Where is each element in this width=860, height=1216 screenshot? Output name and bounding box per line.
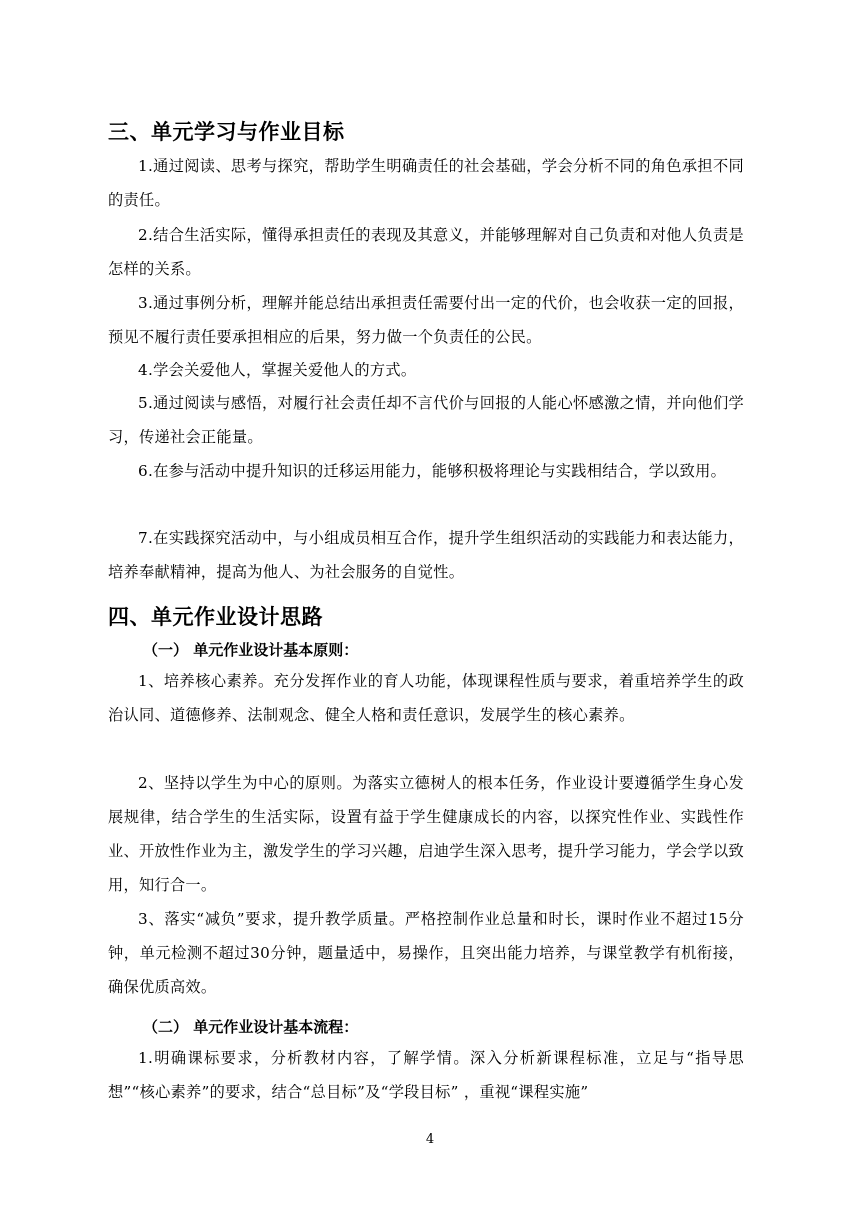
- page-number: 4: [425, 1132, 435, 1147]
- section-4-heading: 四、单元作业设计思路: [108, 605, 323, 629]
- objective-4: 4.学会关爱他人，掌握关爱他人的方式。: [138, 361, 417, 379]
- objective-6: 6.在参与活动中提升知识的迁移运用能力，能够积极将理论与实践相结合，学以致用。: [138, 462, 727, 480]
- principle-3: 3、落实“减负”要求，提升教学质量。严格控制作业总量和时长，课时作业不超过15分钟，单元检测不超过30分钟，题量适中，易操作，且突出能力培养，与课堂教学有机衔接，确保优质高效。: [108, 910, 744, 996]
- process-step-1: 1.明确课标要求，分析教材内容，了解学情。深入分析新课程标准，立足与“指导思想”“核心素养”的要求，结合“总目标”及“学段目标” ，重视“课程实施”: [108, 1049, 744, 1101]
- objective-2: 2.结合生活实际，懂得承担责任的表现及其意义，并能够理解对自己负责和对他人负责是怎样的关系。: [108, 226, 744, 278]
- principle-1: 1、培养核心素养。充分发挥作业的育人功能，体现课程性质与要求，着重培养学生的政治认同、道德修养、法制观念、健全人格和责任意识，发展学生的核心素养。: [108, 672, 744, 724]
- principle-2: 2、坚持以学生为中心的原则。为落实立德树人的根本任务，作业设计要遵循学生身心发展规律，结合学生的生活实际，设置有益于学生健康成长的内容，以探究性作业、实践性作业、开放性作业为主，激发学生的学习兴趣，启迪学生深入思考，提升学习能力，学会学以致用，知行合一。: [108, 774, 744, 894]
- process-heading: （二） 单元作业设计基本流程：: [143, 1018, 359, 1036]
- objective-5: 5.通过阅读与感悟，对履行社会责任却不言代价与回报的人能心怀感激之情，并向他们学习，传递社会正能量。: [108, 394, 744, 446]
- objective-3: 3.通过事例分析，理解并能总结出承担责任需要付出一定的代价，也会收获一定的回报，预见不履行责任要承担相应的后果，努力做一个负责任的公民。: [108, 294, 744, 346]
- section-3-heading: 三、单元学习与作业目标: [108, 120, 345, 144]
- objective-1: 1.通过阅读、思考与探究，帮助学生明确责任的社会基础，学会分析不同的角色承担不同的责任。: [108, 157, 744, 209]
- objective-7: 7.在实践探究活动中，与小组成员相互合作，提升学生组织活动的实践能力和表达能力，培养奉献精神，提高为他人、为社会服务的自觉性。: [108, 529, 744, 581]
- principles-heading: （一） 单元作业设计基本原则：: [143, 641, 359, 659]
